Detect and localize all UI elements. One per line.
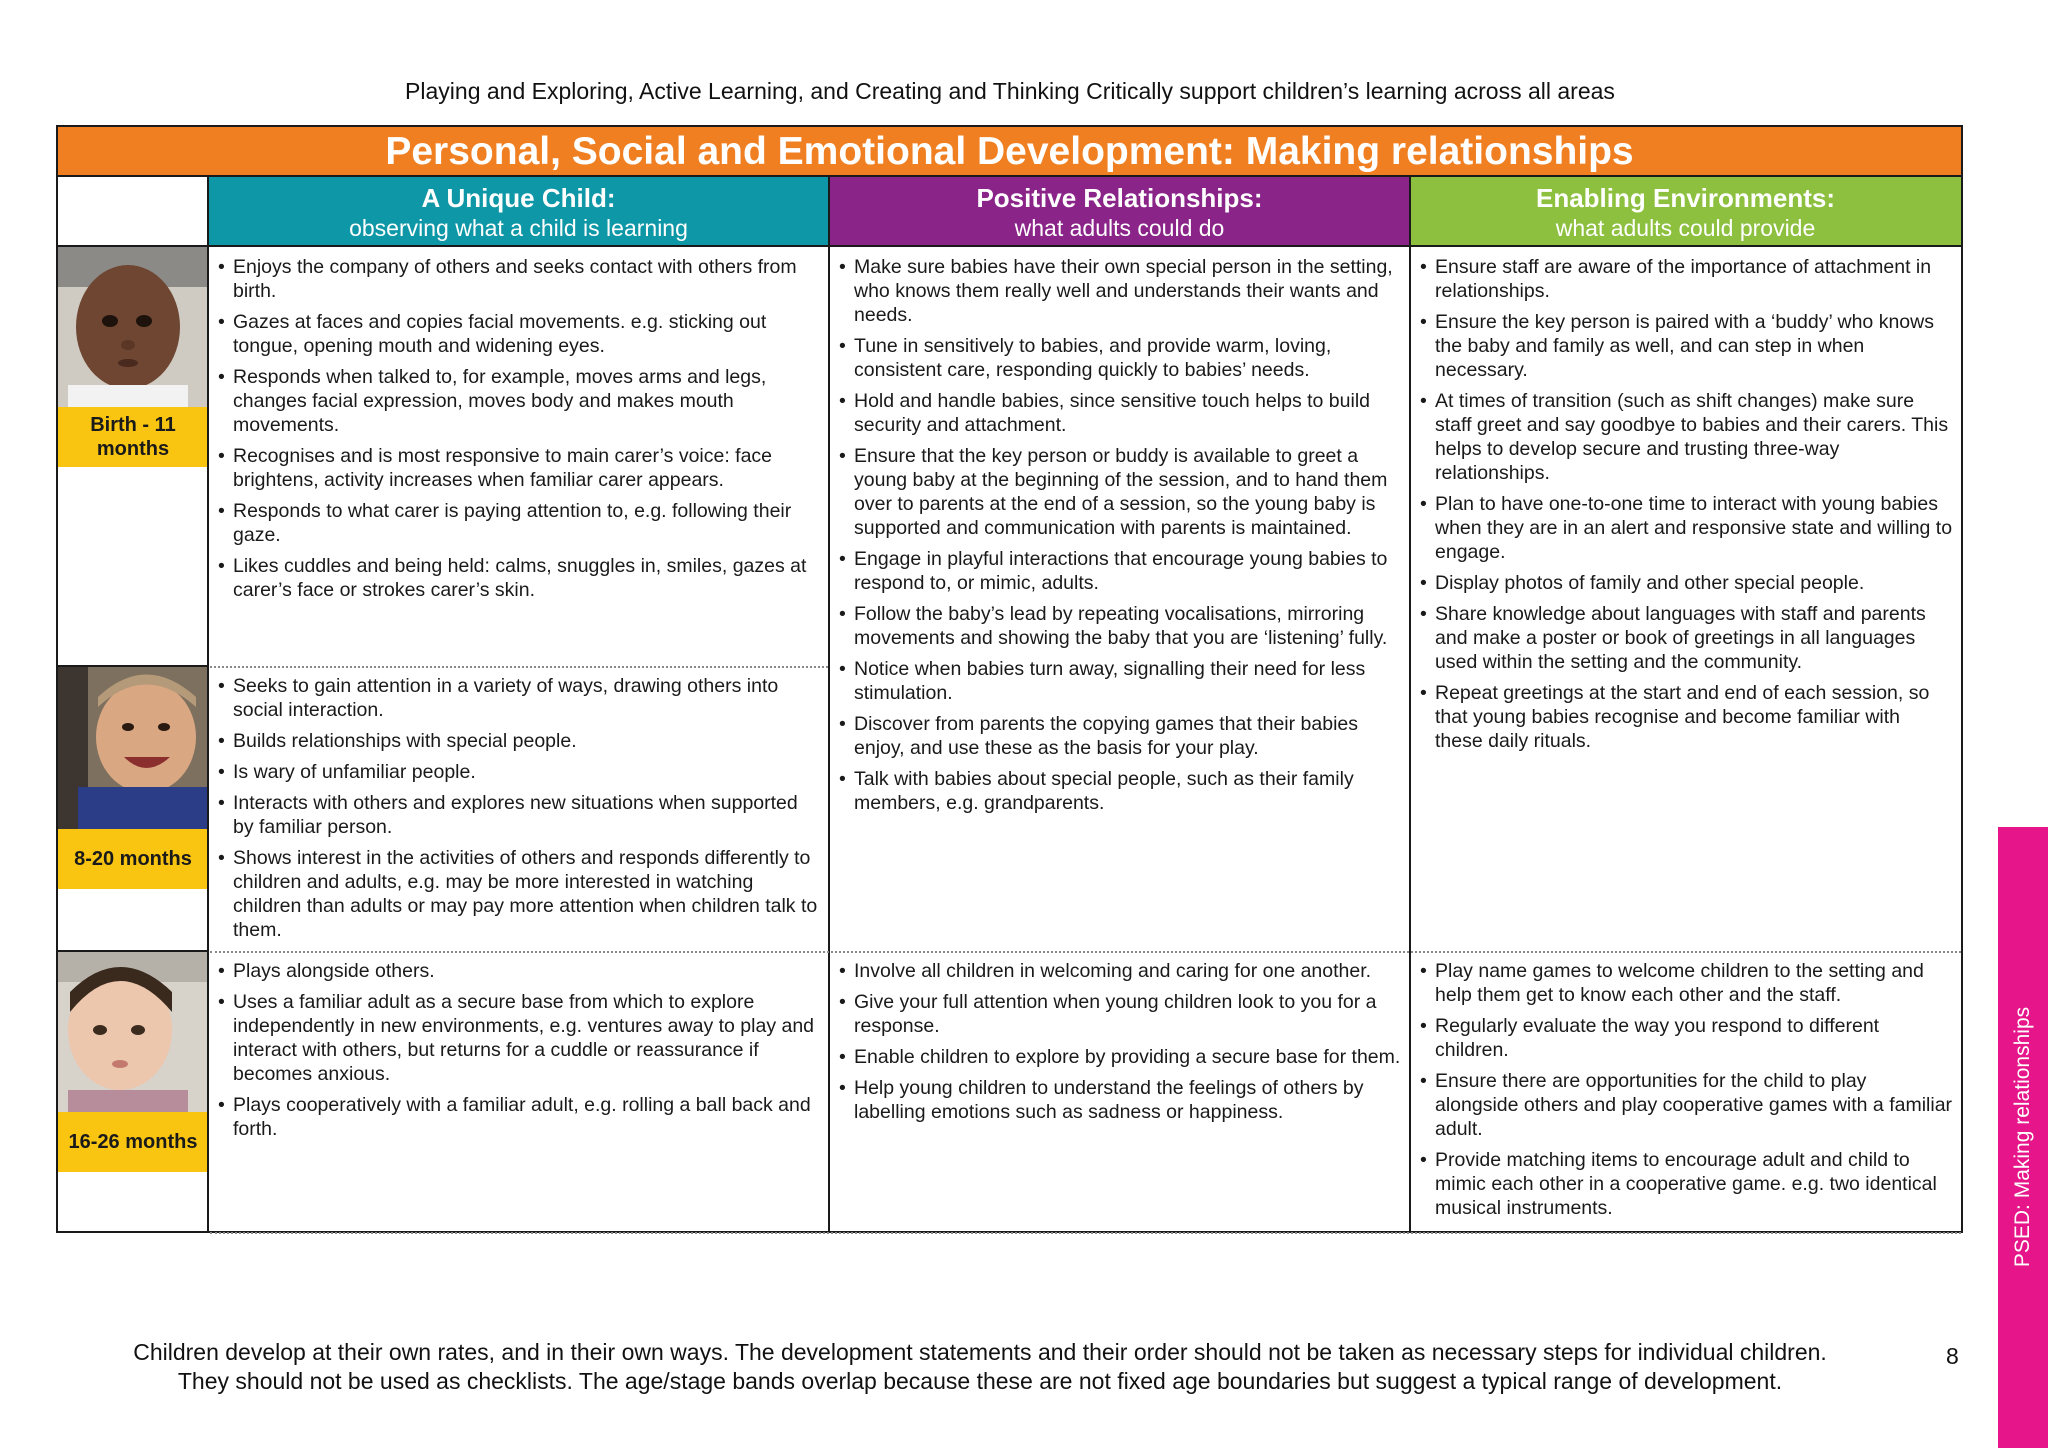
header-divider	[58, 245, 1961, 247]
row-separator	[210, 1232, 1961, 1234]
list-item: • Plays alongside others.	[218, 959, 820, 983]
list-item: • Hold and handle babies, since sensitive touch helps to build security and attachment.	[839, 389, 1401, 437]
header-subtitle: what adults could provide	[1555, 215, 1816, 241]
positive-relationships-bottom-cell	[831, 953, 1409, 1131]
list-item: • Discover from parents the copying games that their babies enjoy, and use these as the basis for your play.	[839, 712, 1401, 760]
list-item: • Seeks to gain attention in a variety of ways, drawing others into social interaction.	[218, 674, 820, 722]
header-blank-cell	[58, 177, 208, 246]
list-item: • Responds when talked to, for example, moves arms and legs, changes facial expression, moves body and makes mouth movements.	[218, 365, 820, 437]
header-title: A Unique Child:	[421, 183, 616, 213]
list-item: • Follow the baby’s lead by repeating vocalisations, mirroring movements and showing the baby that you are ‘listening’ fully.	[839, 602, 1401, 650]
list-item: • Involve all children in welcoming and caring for one another.	[839, 959, 1401, 983]
list-item: • Regularly evaluate the way you respond to different children.	[1420, 1014, 1953, 1062]
unique-child-birth-cell	[210, 249, 828, 609]
list-item: • Engage in playful interactions that encourage young babies to respond to, or mimic, adults.	[839, 547, 1401, 595]
page-title-banner: Personal, Social and Emotional Development: Making relationships	[58, 127, 1961, 177]
age-label-birth: Birth - 11 months	[58, 407, 208, 467]
header-subtitle: observing what a child is learning	[349, 215, 688, 241]
list-item: • Give your full attention when young children look to you for a response.	[839, 990, 1401, 1038]
list-item: • Ensure the key person is paired with a ‘buddy’ who knows the baby and family as well, and can step in when necessary.	[1420, 310, 1953, 382]
enabling-environments-bottom-cell	[1412, 953, 1961, 1227]
list-item: • Recognises and is most responsive to main carer’s voice: face brightens, activity increases when familiar carer appears.	[218, 444, 820, 492]
list-item: • Responds to what carer is paying attention to, e.g. following their gaze.	[218, 499, 820, 547]
side-tab-label: PSED: Making relationships	[2011, 1006, 2034, 1268]
list-item: • Talk with babies about special people, such as their family members, e.g. grandparents.	[839, 767, 1401, 815]
list-item: • Is wary of unfamiliar people.	[218, 760, 820, 784]
footer-line: They should not be used as checklists. The age/stage bands overlap because these are not fixed age boundaries but suggest a typical range of development.	[177, 1368, 1783, 1394]
list-item: • Plan to have one-to-one time to interact with young babies when they are in an alert and responsive state and willing to engage.	[1420, 492, 1953, 564]
list-item: • Enable children to explore by providing a secure base for them.	[839, 1045, 1401, 1069]
list-item: • Play name games to welcome children to the setting and help them get to know each other and the staff.	[1420, 959, 1953, 1007]
unique-child-16-26-cell	[210, 953, 828, 1148]
header-positive-relationships	[829, 177, 1410, 246]
list-item: • Share knowledge about languages with staff and parents and make a poster or book of greetings in all languages used within the setting and the community.	[1420, 602, 1953, 674]
baby-photo-16-26	[58, 952, 208, 1112]
list-item: • Enjoys the company of others and seeks contact with others from birth.	[218, 255, 820, 303]
header-subtitle: what adults could do	[1014, 215, 1225, 241]
header-title: Positive Relationships:	[976, 183, 1263, 213]
list-item: • Provide matching items to encourage adult and child to mimic each other in a cooperative game. e.g. two identical musical instruments.	[1420, 1148, 1953, 1220]
list-item: • Uses a familiar adult as a secure base from which to explore independently in new environments, e.g. ventures away to play and interact with others, but returns for a cuddle or reassurance if becomes anxious.	[218, 990, 820, 1086]
list-item: • Interacts with others and explores new situations when supported by familiar person.	[218, 791, 820, 839]
list-item: • Plays cooperatively with a familiar adult, e.g. rolling a ball back and forth.	[218, 1093, 820, 1141]
list-item: • Notice when babies turn away, signalling their need for less stimulation.	[839, 657, 1401, 705]
list-item: • Tune in sensitively to babies, and provide warm, loving, consistent care, responding quickly to babies’ needs.	[839, 334, 1401, 382]
baby-photo-birth	[58, 247, 208, 407]
list-item: • Builds relationships with special people.	[218, 729, 820, 753]
age-label-8-20: 8-20 months	[58, 829, 208, 889]
header-enabling-environments	[1410, 177, 1961, 246]
column-divider	[1409, 177, 1411, 1231]
list-item: • Repeat greetings at the start and end of each session, so that young babies recognise and become familiar with these daily rituals.	[1420, 681, 1953, 753]
page-number: 8	[1946, 1343, 1959, 1369]
list-item: • Ensure that the key person or buddy is available to greet a young baby at the beginning of the session, and to hand them over to parents at the end of a session, so the young baby is supported and communication with parents is maintained.	[839, 444, 1401, 540]
list-item: • Likes cuddles and being held: calms, snuggles in, smiles, gazes at carer’s face or strokes carer’s skin.	[218, 554, 820, 602]
list-item: • Shows interest in the activities of others and responds differently to children and adults, e.g. may be more interested in watching children than adults or may pay more attention when children talk to them.	[218, 846, 820, 942]
footer-note	[60, 1338, 1900, 1396]
list-item: • Ensure there are opportunities for the child to play alongside others and play cooperative games with a familiar adult.	[1420, 1069, 1953, 1141]
unique-child-8-20-cell	[210, 668, 828, 949]
age-label-16-26: 16-26 months	[58, 1112, 208, 1172]
age-column	[58, 247, 208, 1231]
list-item: • Make sure babies have their own special person in the setting, who knows them really well and understands their wants and needs.	[839, 255, 1401, 327]
header-unique-child	[208, 177, 829, 246]
list-item: • Ensure staff are aware of the importance of attachment in relationships.	[1420, 255, 1953, 303]
column-divider	[828, 177, 830, 1231]
section-side-tab	[1998, 827, 2048, 1448]
list-item: • Help young children to understand the feelings of others by labelling emotions such as sadness or happiness.	[839, 1076, 1401, 1124]
list-item: • Gazes at faces and copies facial movements. e.g. sticking out tongue, opening mouth and widening eyes.	[218, 310, 820, 358]
list-item: • Display photos of family and other special people.	[1420, 571, 1953, 595]
list-item: • At times of transition (such as shift changes) make sure staff greet and say goodbye to babies and their carers. This helps to develop secure and trusting three-way relationships.	[1420, 389, 1953, 485]
development-table	[56, 125, 1963, 1233]
enabling-environments-top-cell	[1412, 249, 1961, 760]
baby-photo-8-20	[58, 667, 208, 829]
header-title: Enabling Environments:	[1535, 183, 1836, 213]
positive-relationships-top-cell	[831, 249, 1409, 822]
column-divider	[207, 177, 209, 1231]
footer-line: Children develop at their own rates, and in their own ways. The development statements and their order should not be taken as necessary steps for individual children.	[133, 1339, 1827, 1365]
top-note: Playing and Exploring, Active Learning, and Creating and Thinking Critically support children’s learning across all areas	[405, 78, 1615, 104]
